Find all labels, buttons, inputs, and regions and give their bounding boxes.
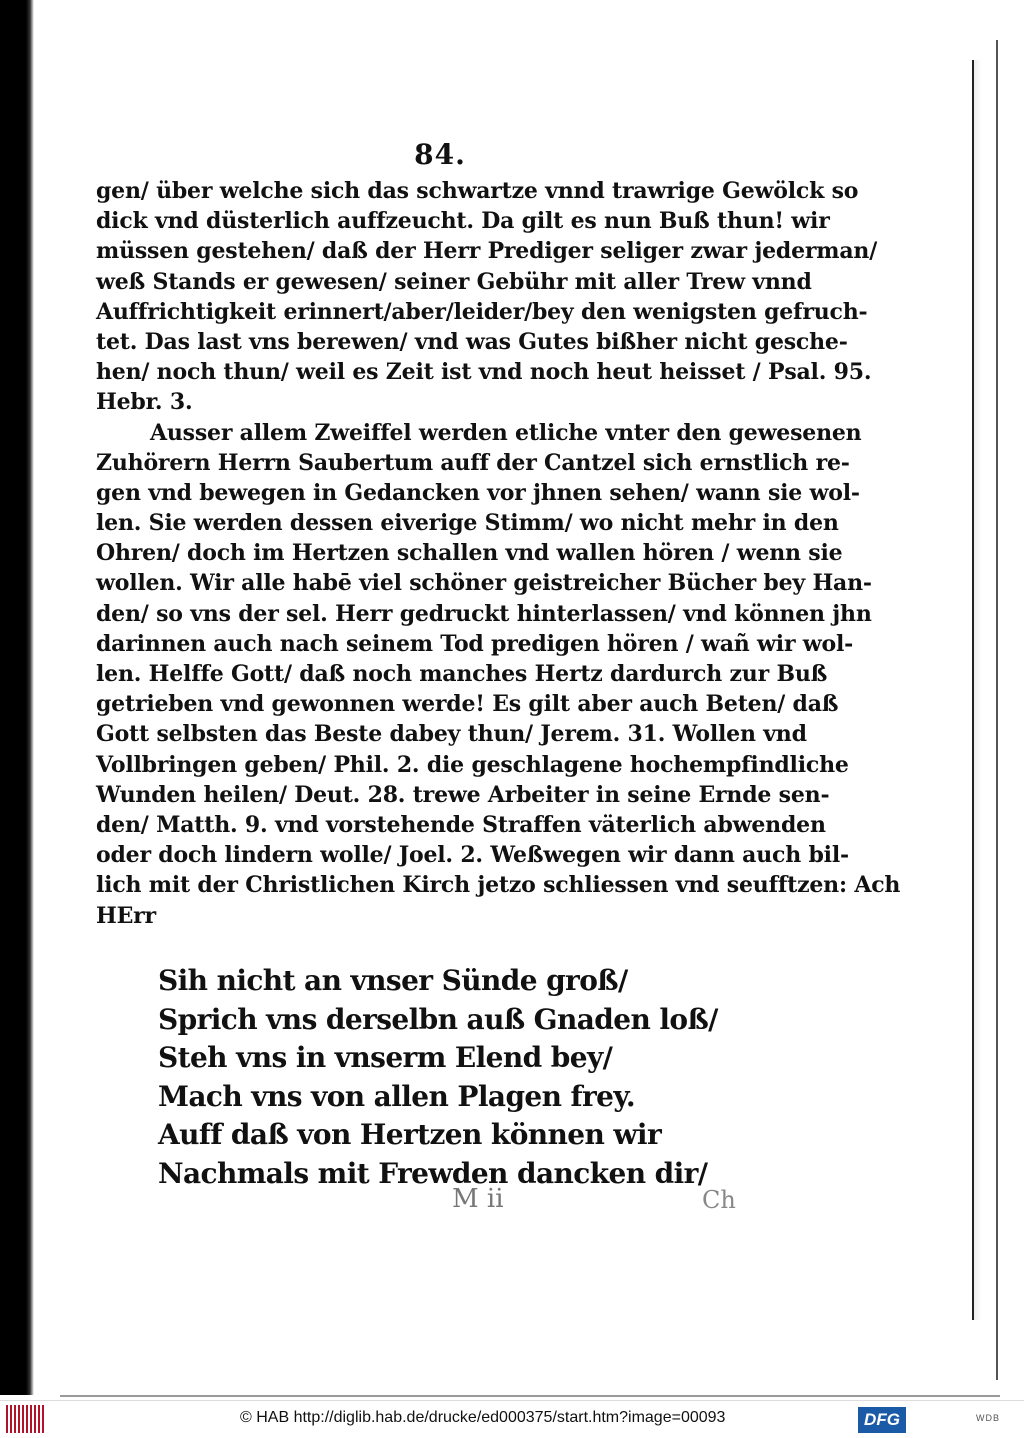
text-line-9: Ausser allem Zweiffel werden etliche vnter den gewesenen	[150, 419, 862, 446]
hymn-verse	[158, 962, 718, 1193]
text-line-16: darinnen auch nach seinem Tod predigen hören / wañ wir wol-	[96, 630, 854, 657]
source-link[interactable]: © HAB http://diglib.hab.de/drucke/ed000375/start.htm?image=00093	[240, 1409, 726, 1426]
text-line-18: getrieben vnd gewonnen werde! Es gilt aber auch Beten/ daß	[96, 691, 839, 718]
verse-line-3: Steh vns in vnserm Elend bey/	[158, 1041, 613, 1074]
text-line-25: HErr	[96, 902, 156, 929]
body-text	[96, 176, 901, 931]
text-line-1: gen/ über welche sich das schwartze vnnd trawrige Gewölck so	[96, 178, 859, 204]
text-line-8: Hebr. 3.	[96, 389, 193, 416]
wdb-label: WDB	[976, 1413, 1000, 1423]
dfg-logo-icon[interactable]: DFG	[858, 1407, 906, 1433]
hab-logo-icon[interactable]	[6, 1405, 46, 1433]
text-line-13: Ohren/ doch im Hertzen schallen vnd wallen hören / wenn sie	[96, 540, 843, 567]
text-line-5: Auffrichtigkeit erinnert/aber/leider/bey den wenigsten gefruch-	[96, 298, 868, 325]
viewer-footer	[0, 1400, 1024, 1438]
verse-line-6: Nachmals mit Frewden dancken dir/	[158, 1156, 708, 1190]
text-line-15: den/ so vns der sel. Herr gedruckt hinterlassen/ vnd können jhn	[96, 600, 872, 627]
text-line-10: Zuhörern Herrn Saubertum auff der Cantzel sich ernstlich re-	[96, 449, 850, 476]
page-right-edge	[972, 60, 982, 1320]
text-line-20: Vollbringen geben/ Phil. 2. die geschlagene hochempfindliche	[96, 751, 849, 778]
text-line-24: lich mit der Christlichen Kirch jetzo schliessen vnd seufftzen: Ach	[96, 872, 901, 899]
text-line-22: den/ Matth. 9. vnd vorstehende Straffen väterlich abwenden	[96, 811, 826, 838]
text-line-7: hen/ noch thun/ weil es Zeit ist vnd noch heut heisset / Psal. 95.	[96, 359, 872, 386]
page-number: 84.	[414, 138, 466, 171]
verse-line-4: Mach vns von allen Plagen frey.	[158, 1079, 635, 1113]
text-line-12: len. Sie werden dessen eiverige Stimm/ wo nicht mehr in den	[96, 510, 839, 537]
text-line-2: dick vnd düsterlich auffzeucht. Da gilt es nun Buß thun! wir	[96, 208, 830, 235]
verse-line-5: Auff daß von Hertzen können wir	[158, 1118, 662, 1151]
verse-line-2: Sprich vns derselbn auß Gnaden loß/	[158, 1002, 718, 1036]
text-line-11: gen vnd bewegen in Gedancken vor jhnen sehen/ wann sie wol-	[96, 479, 860, 506]
text-line-4: weß Stands er gewesen/ seiner Gebühr mit aller Trew vnnd	[96, 268, 812, 295]
signature-mark: M ii	[452, 1184, 504, 1214]
verse-line-1: Sih nicht an vnser Sünde groß/	[158, 964, 628, 997]
page-gutter-shadow	[0, 0, 34, 1400]
catchword: Ch	[702, 1186, 736, 1214]
book-edge-line	[996, 40, 998, 1380]
text-line-19: Gott selbsten das Beste dabey thun/ Jerem. 31. Wollen vnd	[96, 721, 807, 748]
page-bottom-edge	[60, 1395, 1000, 1397]
text-line-23: oder doch lindern wolle/ Joel. 2. Weßwegen wir dann auch bil-	[96, 842, 849, 869]
text-line-21: Wunden heilen/ Deut. 28. trewe Arbeiter in seine Ernde sen-	[96, 781, 830, 808]
text-line-3: müssen gestehen/ daß der Herr Prediger seliger zwar jederman/	[96, 238, 878, 265]
text-line-14: wollen. Wir alle habē viel schöner geistreicher Bücher bey Han-	[96, 570, 872, 597]
text-line-6: tet. Das last vns berewen/ vnd was Gutes bißher nicht gesche-	[96, 328, 848, 355]
text-line-17: len. Helffe Gott/ daß noch manches Hertz dardurch zur Buß	[96, 661, 828, 687]
